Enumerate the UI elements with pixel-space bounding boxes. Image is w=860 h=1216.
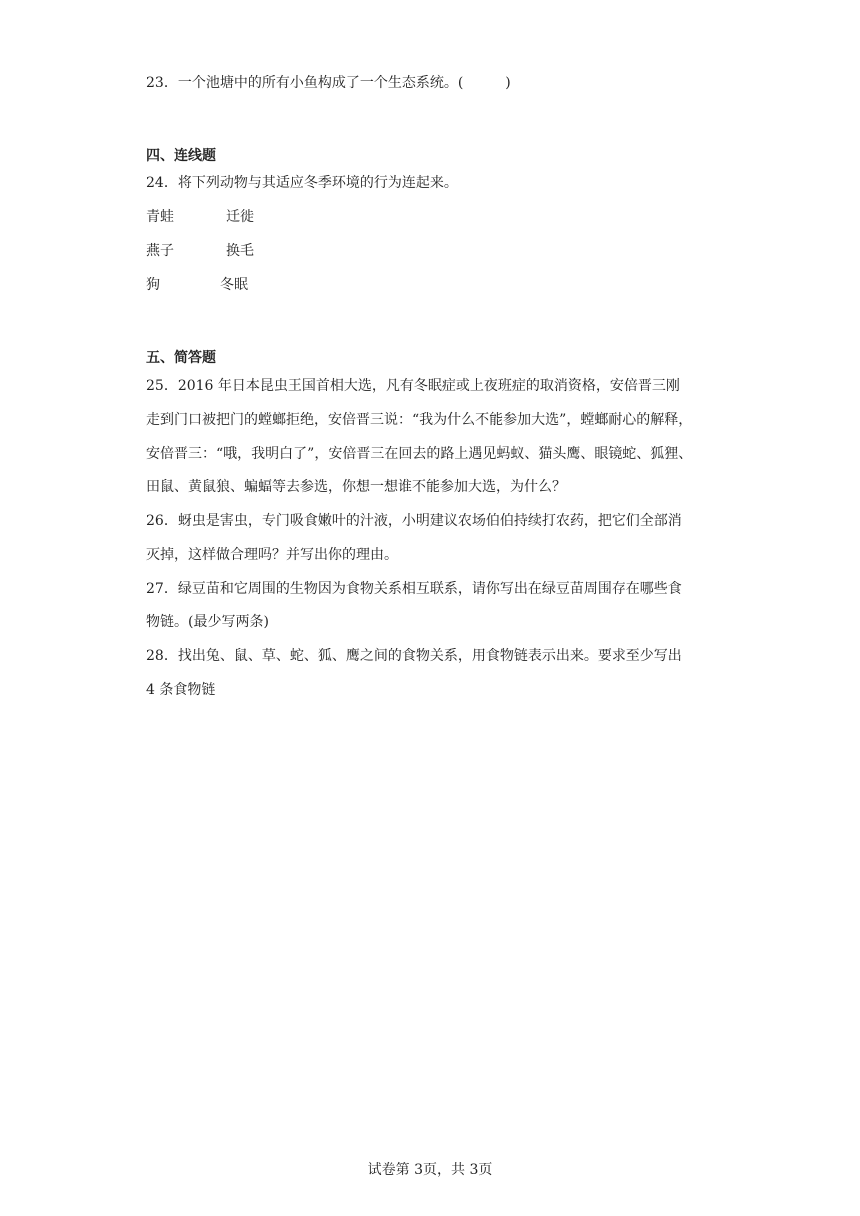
page-footer: 试卷第 3页，共 3页 — [367, 1162, 493, 1178]
match-animal-1[interactable]: 青蛙 — [146, 209, 174, 225]
match-animal-2[interactable]: 燕子 — [146, 243, 174, 259]
question-28-line-1: 28．找出兔、鼠、草、蛇、狐、鹰之间的食物关系，用食物链表示出来。要求至少写出 — [146, 648, 682, 664]
section-5-heading: 五、简答题 — [146, 350, 216, 366]
match-behavior-3[interactable]: 冬眠 — [220, 277, 248, 293]
question-26-line-1: 26．蚜虫是害虫，专门吸食嫩叶的汁液，小明建议农场伯伯持续打农药，把它们全部消 — [146, 513, 682, 529]
section-4-heading: 四、连线题 — [146, 148, 216, 164]
question-27-line-1: 27．绿豆苗和它周围的生物因为食物关系相互联系，请你写出在绿豆苗周围存在哪些食 — [146, 581, 682, 597]
question-26-line-2: 灭掉，这样做合理吗？并写出你的理由。 — [146, 547, 398, 563]
question-28-line-2: 4 条食物链 — [146, 682, 216, 698]
match-behavior-1[interactable]: 迁徙 — [226, 209, 254, 225]
match-behavior-2[interactable]: 换毛 — [226, 243, 254, 259]
question-25-line-4: 田鼠、黄鼠狼、蝙蝠等去参选，你想一想谁不能参加大选，为什么？ — [146, 479, 566, 495]
question-24-prompt: 24．将下列动物与其适应冬季环境的行为连起来。 — [146, 175, 458, 191]
question-25-line-1: 25．2016 年日本昆虫王国首相大选，凡有冬眠症或上夜班症的取消资格，安倍晋三刚 — [146, 378, 680, 394]
question-23: 23．一个池塘中的所有小鱼构成了一个生态系统。( ) — [146, 75, 511, 91]
question-25-line-2: 走到门口被把门的螳螂拒绝，安倍晋三说：“我为什么不能参加大选”，螳螂耐心的解释， — [146, 412, 693, 428]
question-27-line-2: 物链。(最少写两条) — [146, 614, 269, 630]
question-25-line-3: 安倍晋三：“哦，我明白了”，安倍晋三在回去的路上遇见蚂蚁、猫头鹰、眼镜蛇、狐狸、 — [146, 446, 693, 462]
match-animal-3[interactable]: 狗 — [146, 277, 160, 293]
